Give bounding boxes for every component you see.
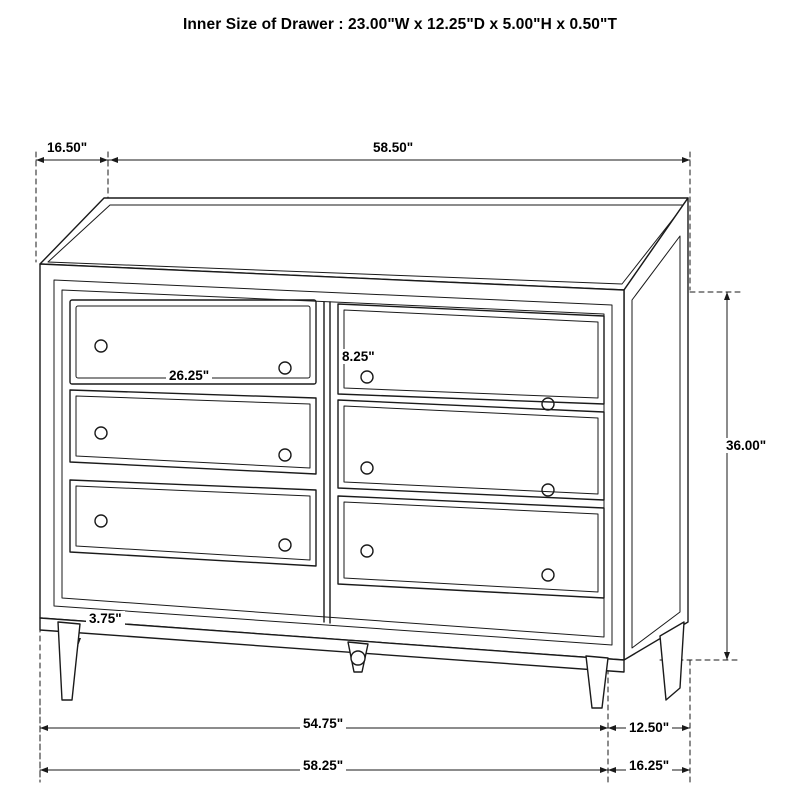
- dim-label-leg-span-depth: 12.50": [626, 720, 672, 735]
- dim-label-drawer-gap: 8.25": [339, 349, 378, 364]
- page-title: Inner Size of Drawer : 23.00"W x 12.25"D x 5.00"H x 0.50"T: [182, 16, 618, 33]
- dim-label-depth-top: 16.50": [44, 140, 90, 155]
- dim-label-leg-height: 3.75": [86, 611, 125, 626]
- dim-label-height-right: 36.00": [723, 438, 769, 453]
- dim-label-leg-span-width: 54.75": [300, 716, 346, 731]
- dim-label-overall-depth: 16.25": [626, 758, 672, 773]
- dim-label-width-top: 58.50": [370, 140, 416, 155]
- dim-label-overall-width: 58.25": [300, 758, 346, 773]
- dim-label-drawer-width: 26.25": [166, 368, 212, 383]
